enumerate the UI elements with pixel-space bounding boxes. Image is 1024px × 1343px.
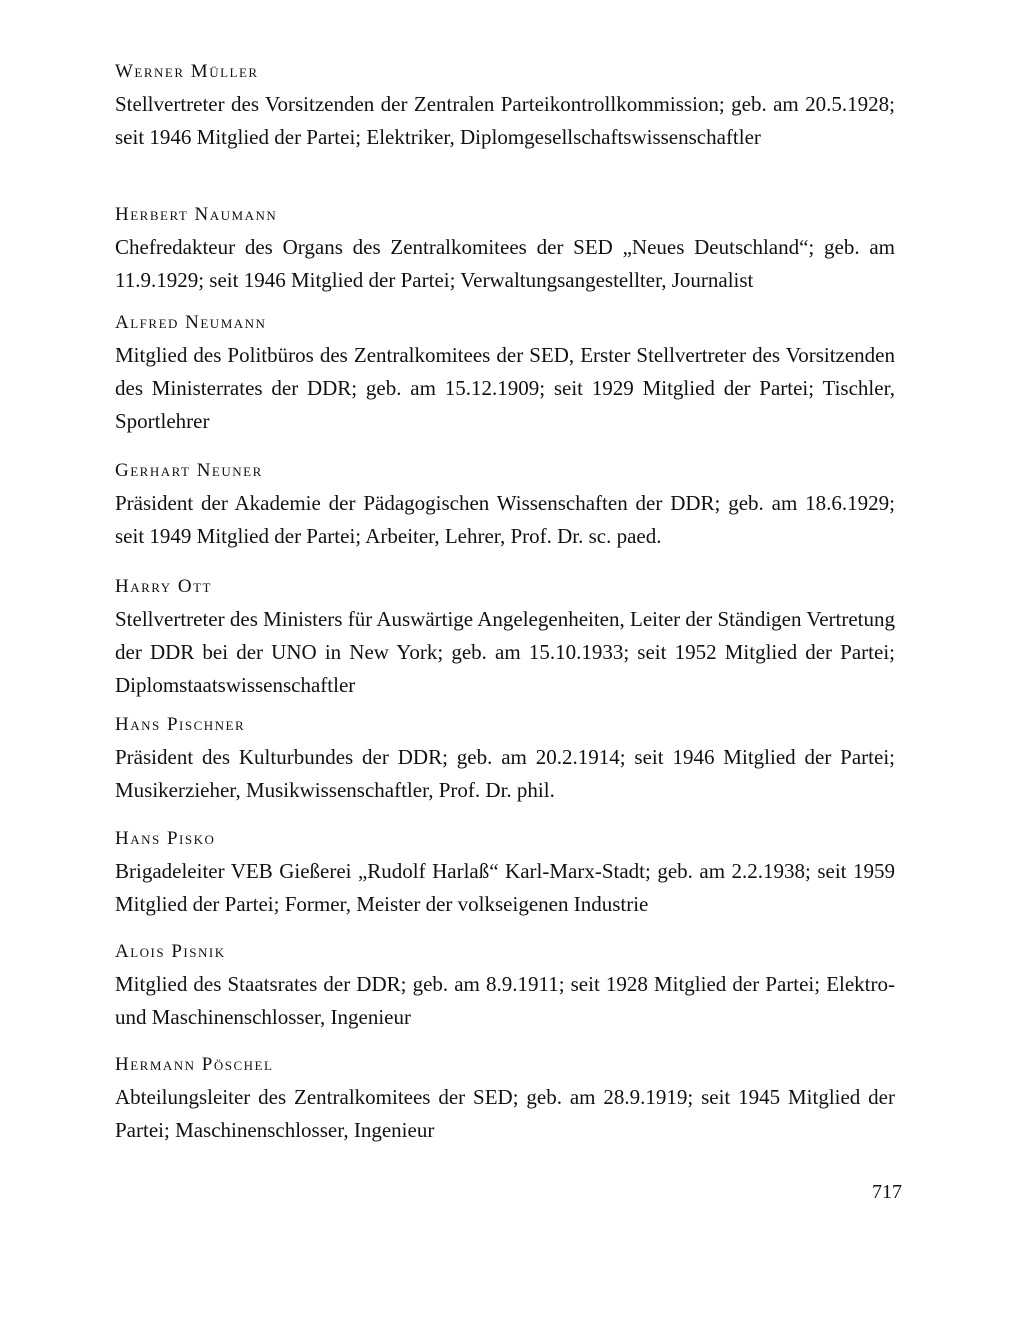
entry-alois-pisnik <box>115 940 895 1034</box>
entry-bio: Stellvertreter des Vorsitzenden der Zentralen Parteikontrollkommission; geb. am 20.5.1928; seit 1946 Mitglied der Partei; Elektriker, Diplomgesellschaftswissenschaftler <box>115 92 895 149</box>
page-number: 717 <box>872 1181 902 1203</box>
entry-name: Herbert Naumann <box>115 204 278 225</box>
entry-bio: Mitglied des Staatsrates der DDR; geb. am 8.9.1911; seit 1928 Mitglied der Partei; Elektro- und Maschinenschlosser, Ingenieur <box>115 972 895 1029</box>
entry-name: Harry Ott <box>115 576 212 597</box>
entry-bio: Brigadeleiter VEB Gießerei „Rudolf Harlaß“ Karl-Marx-Stadt; geb. am 2.2.1938; seit 1959 Mitglied der Partei; Former, Meister der volkseigenen Industrie <box>115 859 895 916</box>
entry-name: Hermann Pöschel <box>115 1054 274 1075</box>
entry-bio: Chefredakteur des Organs des Zentralkomitees der SED „Neues Deutschland“; geb. am 11.9.1929; seit 1946 Mitglied der Partei; Verwaltungsangestellter, Journalist <box>115 235 895 292</box>
entry-bio: Präsident der Akademie der Pädagogischen Wissenschaften der DDR; geb. am 18.6.1929; seit 1949 Mitglied der Partei; Arbeiter, Lehrer, Prof. Dr. sc. paed. <box>115 491 895 548</box>
entry-bio: Stellvertreter des Ministers für Auswärtige Angelegenheiten, Leiter der Ständigen Vertretung der DDR bei der UNO in New York; geb. am 15.10.1933; seit 1952 Mitglied der Partei; Diplomstaatswissenschaftler <box>115 607 895 697</box>
entry-herbert-naumann <box>115 203 895 297</box>
entry-bio: Abteilungsleiter des Zentralkomitees der SED; geb. am 28.9.1919; seit 1945 Mitglied der Partei; Maschinenschlosser, Ingenieur <box>115 1085 895 1142</box>
entry-bio: Präsident des Kulturbundes der DDR; geb. am 20.2.1914; seit 1946 Mitglied der Partei; Musikerzieher, Musikwissenschaftler, Prof. Dr. phil. <box>115 745 895 802</box>
entry-hans-pischner <box>115 713 895 807</box>
entry-hans-pisko <box>115 827 895 921</box>
entry-name: Werner Müller <box>115 61 259 82</box>
entry-name: Gerhart Neuner <box>115 460 263 481</box>
entry-name: Alfred Neumann <box>115 312 267 333</box>
entry-gerhart-neuner <box>115 459 895 553</box>
entry-werner-mueller <box>115 60 895 154</box>
entry-bio: Mitglied des Politbüros des Zentralkomitees der SED, Erster Stellvertreter des Vorsitzenden des Ministerrates der DDR; geb. am 15.12.1909; seit 1929 Mitglied der Partei; Tischler, Sportlehrer <box>115 343 895 433</box>
entry-alfred-neumann <box>115 311 895 438</box>
entry-name: Alois Pisnik <box>115 941 226 962</box>
entry-hermann-poeschel <box>115 1053 895 1147</box>
entry-harry-ott <box>115 575 895 702</box>
entry-name: Hans Pischner <box>115 714 246 735</box>
entry-name: Hans Pisko <box>115 828 216 849</box>
